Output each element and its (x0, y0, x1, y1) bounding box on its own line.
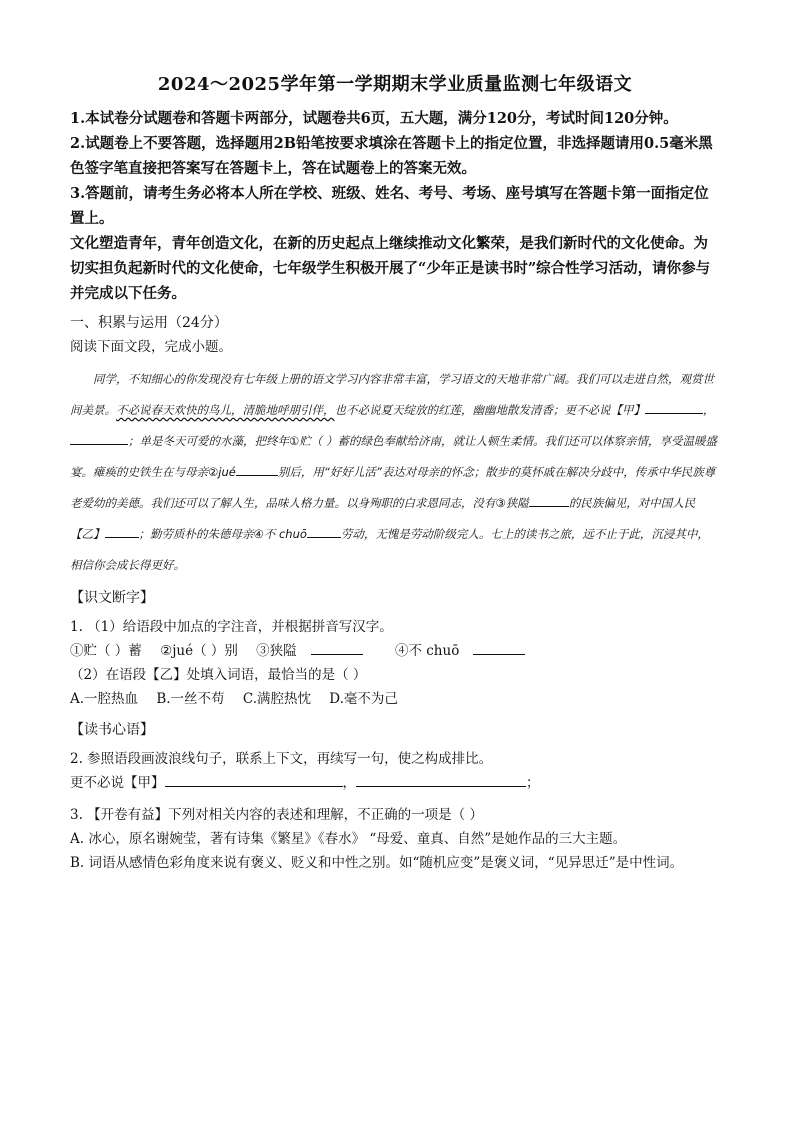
notice-3: 3.答题前，请考生务必将本人所在学校、班级、姓名、考号、考场、座号填写在答题卡第一面指定位置上。 (70, 185, 709, 227)
intro-paragraph: 文化塑造青年，青年创造文化，在新的历史起点上继续推动文化繁荣，是我们新时代的文化使命。为切实担负起新时代的文化使命，七年级学生积极开展了“少年正是读书时”综合性学习活动，请你参与并完成以下任务。 (70, 235, 711, 302)
q1-item-3[interactable]: ③狭隘 (256, 643, 377, 659)
tag-dushu: 【读书心语】 (70, 722, 154, 738)
q1-option-c[interactable]: C.满腔热忱 (242, 691, 311, 707)
blank-jia-2[interactable] (70, 430, 128, 445)
q1-items (70, 639, 720, 663)
q3-option-b[interactable]: B. 词语从感情色彩角度来说有褒义、贬义和中性之别。如“随机应变”是褒义词，“见异思迁”是中性词。 (70, 855, 684, 871)
q1-option-d[interactable]: D.毫不为己 (329, 691, 398, 707)
reading-passage: 同学，不知细心的你发现没有七年级上册的语文学习内容非常丰富，学习语文的天地非常广阔。我们可以走进自然，观赏世间美景。不必说春天欢快的鸟儿，清脆地呼朋引伴，也不必说夏天绽放的红莲，幽幽地散发清香；更不必说【甲】 ，；单是冬天可爱的水藻，把终年①贮（ ）蓄的绿色奉献给济南，就让人顿生柔情。我们还可以体察亲情，享受温暖盛宴。瘫痪的史铁生在与母亲②jué 别后，用“好好儿活”表达对母亲的怀念；散步的莫怀戚在解决分歧中，传承中华民族尊老爱幼的美德。我们还可以了解人生，品味人格力量。以身殉职的白求恩同志，没有③狭隘 的民族偏见，对中国人民【乙】 ；勤劳质朴的朱德母亲④不 chuō 劳动，无愧是劳动阶级完人。七上的读书之旅，远不止于此，沉浸其中，相信你会成长得更好。 (70, 372, 717, 572)
q2-blank-1[interactable] (165, 772, 343, 787)
q2-blank-2[interactable] (356, 772, 526, 787)
question-2 (70, 747, 720, 795)
blank-jia-1[interactable] (645, 399, 703, 414)
passage-text: 别后，用“好好儿活”表达对母亲的怀念；散步的莫怀戚在解决分歧中，传承中华民族尊老爱幼的美德。我们还可以了解人生，品味人格力量。以身殉职的白求恩同志，没有③狭隘 (70, 465, 716, 510)
q2-fill-line: 更不必说【甲】 ， ； (70, 771, 720, 795)
q1-item-2[interactable]: ②jué（ ）别 (160, 643, 238, 659)
q2-stem: 2. 参照语段画波浪线句子，联系上下文，再续写一句，使之构成排比。 (70, 751, 493, 767)
q1-options (70, 687, 720, 711)
question-3 (70, 803, 720, 875)
tag-shiwen: 【识文断字】 (70, 590, 154, 606)
passage-text: ；单是冬天可爱的水藻，把终年①贮（ ）蓄的绿色奉献给济南，就让人顿生柔情。我们还可以体察亲情，享受温暖盛宴。瘫痪的史铁生在与母亲②jué (70, 434, 717, 479)
section-heading: 一、积累与运用（24分） (70, 315, 228, 331)
q3-stem: 3. 【开卷有益】下列对相关内容的表述和理解，不正确的一项是（ ） (70, 807, 483, 823)
q1-stem: 1. （1）给语段中加点的字注音，并根据拼音写汉字。 (70, 619, 393, 635)
passage-text: 的民族偏见，对中国人民【乙】 (70, 496, 696, 541)
blank-chuo[interactable] (307, 523, 341, 538)
blank-xiaai[interactable] (529, 492, 569, 507)
reading-instruction: 阅读下面文段，完成小题。 (70, 339, 232, 355)
passage-text: 也不必说夏天绽放的红莲，幽幽地散发清香；更不必说【甲】 (334, 403, 645, 417)
notice-2: 2.试题卷上不要答题，选择题用2B铅笔按要求填涂在答题卡上的指定位置，非选择题请用0.5毫米黑色签字笔直接把答案写在答题卡上，答在试题卷上的答案无效。 (70, 135, 713, 177)
q3-option-a[interactable]: A. 冰心，原名谢婉莹，著有诗集《繁星》《春水》 “母爱、童真、自然”是她作品的三大主题。 (70, 831, 627, 847)
question-1 (70, 615, 720, 711)
q1-item-1[interactable]: ①贮（ ）蓄 (70, 643, 142, 659)
notice-1: 1.本试卷分试题卷和答题卡两部分，试题卷共6页，五大题，满分120分，考试时间120分钟。 (70, 110, 678, 127)
passage-text: ；勤劳质朴的朱德母亲④不 chuō (138, 527, 307, 541)
q1-item-4[interactable]: ④不 chuō (395, 643, 539, 659)
blank-yi[interactable] (105, 523, 139, 538)
q1-sub2: （2）在语段【乙】处填入词语，最恰当的是（ ） (70, 667, 367, 683)
q2-fill-label: 更不必说【甲】 (70, 775, 165, 791)
wavy-sentence: 不必说春天欢快的鸟儿，清脆地呼朋引伴， (116, 403, 335, 417)
exam-page (70, 70, 720, 883)
q1-option-a[interactable]: A.一腔热血 (70, 691, 139, 707)
q1-option-b[interactable]: B.一丝不苟 (156, 691, 225, 707)
passage-text: 同学，不知细心的你发现没有七年级上册的语文学习内容非常丰富，学习语文的天地非常广阔。我们可以走进自然，观赏世间美景。 (70, 372, 714, 417)
passage-text: 劳动，无愧是劳动阶级完人。七上的读书之旅，远不止于此，沉浸其中，相信你会成长得更好。 (70, 527, 709, 572)
page-title: 2024～2025学年第一学期期末学业质量监测七年级语文 (157, 74, 633, 95)
blank-jue[interactable] (236, 461, 278, 476)
